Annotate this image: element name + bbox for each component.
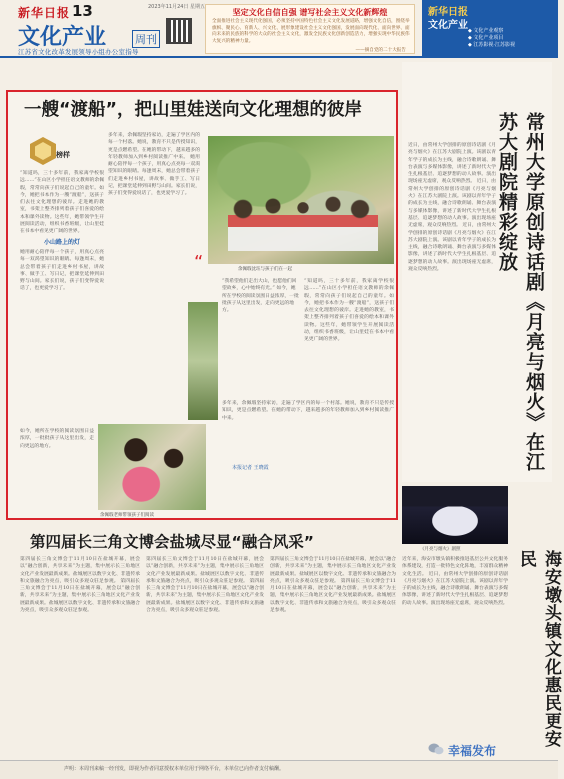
- chat-bubble-icon: [428, 742, 444, 756]
- right-text: 近日，由常州大学创排的原创诗话剧《月亮与烟火》在江苏大剧院上演。该剧以青年学子的成长为主线，融合诗歌朗诵、舞台表演与多媒体影像，讲述了新时代大学生扎根基层、追逐梦想的动人故事。演出现场座无虚席，观众反响热烈。: [408, 179, 496, 229]
- right-article-2-title: 海安墩头镇文化惠民更安民: [516, 550, 561, 748]
- guide-item: ◆ 文化产业项目: [468, 35, 504, 41]
- right-article-title: 常州大学原创诗话剧《月亮与烟火》在江苏大剧院精彩绽放: [496, 112, 545, 472]
- watermark: 幸福发布: [448, 744, 497, 758]
- lead-quote-text: “我希望他们走出大山，也愿他们回望故乡，心中始终有光。”: [222, 279, 297, 292]
- footer-notice: 声明：本周刊来稿一经刊发，即视为作者同意授权本单位用于网络平台，本单位已向作者支付稿酬。: [64, 766, 285, 772]
- lead-signature: 本报记者 王晓霞: [232, 465, 269, 471]
- section-title: 文化产业: [18, 25, 107, 50]
- lead-text: 多年来，余佩瑕坚持家访，走遍了学区内的每一个村落。她说，教育不只是传授知识，更是点燃希望。在她的带动下，越来越多的年轻教师加入到乡村阅读推广中来。: [108, 133, 200, 160]
- quote-mark-icon: “: [194, 252, 204, 273]
- lead-photo-children: [208, 136, 394, 264]
- footer: [0, 760, 558, 779]
- lead-article: [6, 90, 398, 520]
- promo-body: 全面推进社会主义现代化强国，必须坚持中国特色社会主义文化发展道路，增强文化自信，围绕举旗帜、聚民心、育新人、兴文化、展形象建设社会主义文化强国，发展面向现代化、面向世界、面向未来的民族的科学的大众的社会主义文化，激发全民族文化创新创造活力，增强实现中华民族伟大复兴的精神力量。: [212, 19, 410, 44]
- lead-title: 一艘“渡船”，把山里娃送向文化理想的彼岸: [24, 100, 363, 120]
- second-text: 第四届长三角文博会于11月10日在盐城开幕，展会以“融合创新，共享未来”为主题，集中展示长三角地区文化产业发展最新成果。盐城展区以数字文化、非遗传承和文旅融合为亮点，吸引众多观众驻足参观。: [270, 557, 396, 584]
- issue-meta: 2023年11月24日 星期五: [148, 4, 206, 10]
- second-text: 第四届长三角文博会于11月10日在盐城开幕，展会以“融合创新，共享未来”为主题，集中展示长三角地区文化产业发展最新成果。盐城展区以数字文化、非遗传承和文旅融合为亮点，吸引众多观众驻足参观。: [146, 557, 264, 584]
- second-text: 第四届长三角文博会于11月10日在盐城开幕，展会以“融合创新，共享未来”为主题，集中展示长三角地区文化产业发展最新成果。盐城展区以数字文化、非遗传承和文旅融合为亮点，吸引众多观众驻足参观。: [20, 557, 140, 584]
- lead-text: 她用耐心陪伴每一个孩子，用真心点亮每一双渴望知识的眼睛。每逢周末，她总会带着孩子们走进乡村书屋，讲故事、做手工、写日记，把课堂延伸到田野与山间。家长们说，孩子们变得爱说话了，也更爱学习了。: [20, 249, 104, 292]
- lead-photo-reading: [98, 424, 206, 510]
- guide-item: ◆ 江苏影视·江苏影视: [468, 42, 516, 48]
- guide-logo: 新华日报: [428, 7, 468, 18]
- lead-text: 如今，她所在学校的阅读氛围日益浓厚，一批批孩子从这里出发，走向更远的地方。: [222, 286, 299, 314]
- qr-code-icon: [166, 18, 192, 44]
- second-article-title: 第四届长三角文博会盐城尽显“融合风采”: [30, 533, 314, 551]
- lead-text: “知道吗，三十多年前，我家离学校很远……”在山区小学担任语文教师的余佩瑕，常常向孩子们说起自己的童年。如今，她把书本作为一艘“渡船”，送孩子们去往文化理想的彼岸。走进她的教室，书架上整齐排列着孩子们喜爱的绘本和课外读物。这些年，她带领学生开展阅读活动，组织书香班级，让山里娃在书本中看见更广阔的世界。: [20, 171, 105, 235]
- second-article-col-1: [20, 556, 140, 754]
- guide-box: [422, 0, 558, 56]
- stage-photo-caption: 《月亮与烟火》剧照: [420, 547, 461, 552]
- lead-subhead: 小山路上的灯: [43, 238, 80, 246]
- lead-column-4: [222, 400, 394, 462]
- weekly-label: 周刊: [132, 30, 160, 48]
- second-article-col-2: [146, 556, 264, 754]
- promo-title: 坚定文化自信自强 谱写社会主义文化新辉煌: [232, 8, 388, 17]
- right-text: 近日，由常州大学创排的原创诗话剧《月亮与烟火》在江苏大剧院上演。该剧以青年学子的成长为主线，融合诗歌朗诵、舞台表演与多媒体影像，讲述了新时代大学生扎根基层、追逐梦想的动人故事。演出现场座无虚席，观众反响热烈。: [402, 571, 508, 606]
- right-article: [402, 62, 552, 482]
- hexagon-badge-icon: [28, 136, 58, 166]
- lead-photo-path: [188, 302, 218, 420]
- page-number: 13: [72, 2, 93, 20]
- lead-photo-caption: 余佩瑕沈珏与孩子们在一起: [238, 267, 292, 272]
- right-article-2-body: [402, 556, 508, 740]
- promo-box: [205, 4, 415, 54]
- lead-text: 如今，她所在学校的阅读氛围日益浓厚，一批批孩子从这里出发，走向更远的地方。: [20, 429, 94, 449]
- promo-signature: ——摘自党的二十大报告: [355, 48, 406, 53]
- stage-photo: [402, 486, 508, 544]
- lead-column-5: [20, 428, 94, 512]
- lead-photo-caption: 余佩瑕老师带领孩子们阅读: [100, 513, 154, 518]
- right-text: 近日，由常州大学创排的原创诗话剧《月亮与烟火》在江苏大剧院上演。该剧以青年学子的成长为主线，融合诗歌朗诵、舞台表演与多媒体影像，讲述了新时代大学生扎根基层、追逐梦想的动人故事。演出现场座无虚席，观众反响热烈。: [408, 223, 496, 273]
- right-text: 近日，由常州大学创排的原创诗话剧《月亮与烟火》在江苏大剧院上演。该剧以青年学子的成长为主线，融合诗歌朗诵、舞台表演与多媒体影像，讲述了新时代大学生扎根基层、追逐梦想的动人故事。演出现场座无虚席，观众反响热烈。: [408, 143, 496, 185]
- second-text: 第四届长三角文博会于11月10日在盐城开幕，展会以“融合创新，共享未来”为主题，集中展示长三角地区文化产业发展最新成果。盐城展区以数字文化、非遗传承和文旅融合为亮点，吸引众多观众驻足参观。: [270, 578, 396, 614]
- newspaper-logo: 新华日报: [18, 6, 71, 20]
- guide-item: ◆ 文化产业观察: [468, 28, 504, 34]
- lead-text: 她用耐心陪伴每一个孩子，用真心点亮每一双渴望知识的眼睛。每逢周末，她总会带着孩子们走进乡村书屋，讲故事、做手工、写日记，把课堂延伸到田野与山间。家长们说，孩子们变得爱说话了，也更爱学习了。: [108, 154, 200, 197]
- masthead: [0, 0, 558, 58]
- guide-heading: 文化产业: [428, 20, 468, 31]
- lead-column-2: [108, 132, 200, 420]
- lead-quote: [222, 278, 300, 398]
- second-text: 第四届长三角文博会于11月10日在盐城开幕，展会以“融合创新，共享未来”为主题，集中展示长三角地区文化产业发展最新成果。盐城展区以数字文化、非遗传承和文旅融合为亮点，吸引众多观众驻足参观。: [146, 578, 264, 614]
- lead-text: “知道吗，三十多年前，我家离学校很远……”在山区小学担任语文教师的余佩瑕，常常向孩子们说起自己的童年。如今，她把书本作为一艘“渡船”，送孩子们去往文化理想的彼岸。走进她的教室，书架上整齐排列着孩子们喜爱的绘本和课外读物。这些年，她带领学生开展阅读活动，组织书香班级，让山里娃在书本中看见更广阔的世界。: [304, 279, 394, 343]
- right-article-body: [408, 142, 496, 478]
- section-tagline: 江苏省文化改革发展领导小组办公室指导: [18, 48, 139, 56]
- badge-label: 榜样: [56, 151, 70, 159]
- second-text: 第四届长三角文博会于11月10日在盐城开幕，展会以“融合创新，共享未来”为主题，集中展示长三角地区文化产业发展最新成果。盐城展区以数字文化、非遗传承和文旅融合为亮点，吸引众多观众驻足参观。: [20, 578, 140, 614]
- second-article-col-3: [270, 556, 396, 754]
- right-text: 近年来，海安市墩头镇积极推进基层公共文化服务体系建设，打造一批特色文化阵地，丰富群众精神文化生活。: [402, 557, 508, 577]
- lead-text: 多年来，余佩瑕坚持家访，走遍了学区内的每一个村落。她说，教育不只是传授知识，更是点燃希望。在她的带动下，越来越多的年轻教师加入到乡村阅读推广中来。: [222, 401, 394, 421]
- guide-list: [468, 28, 515, 49]
